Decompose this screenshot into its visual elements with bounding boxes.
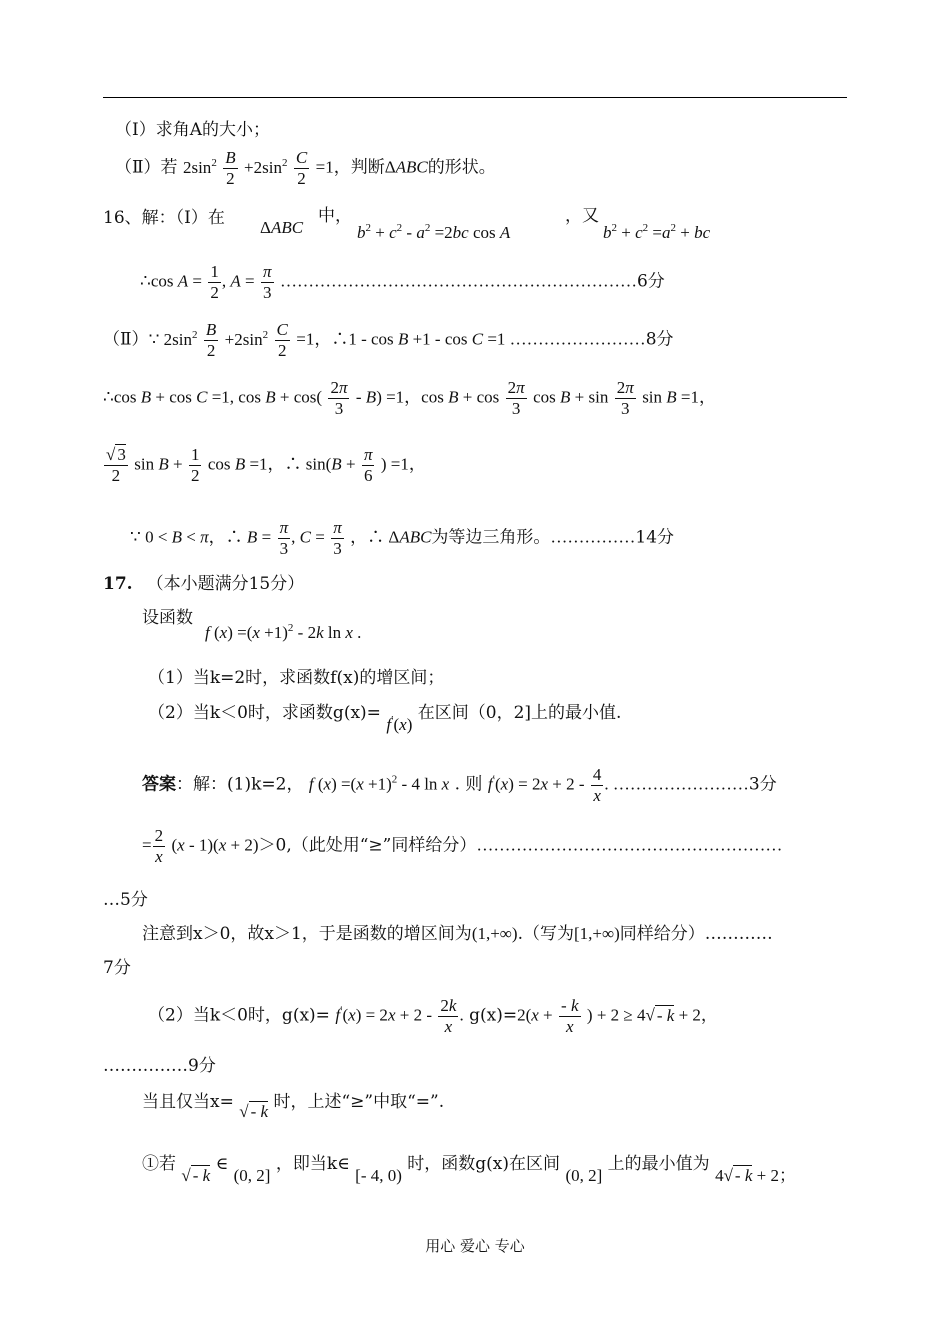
triangle-abc-label: ΔABC [260,218,304,237]
problem-part-1: （Ⅰ）求角A的大小； [115,120,270,140]
problem-part-2: （Ⅱ）若 $2\sin^2$ $\frac{B}{2}$ $+2\sin^2$ $\frac{C}{2}$ =1，判断ΔABC的形状。 [115,148,496,188]
equilateral-conclusion: ∵ 0 < B < π，∴ B = $\frac{\pi}{3}$ , C = $\frac{\pi}{3}$ ，∴ ΔABC为等边三角形。……………14分 [130,518,675,558]
question-17-part-2: （2）当k＜0时，求函数g(x)= f′(x) 在区间（0，2]上的最小值. [148,703,622,734]
zhong-text: 中， [318,206,352,226]
score-7: 7分 [103,958,131,978]
cos-sum-step: ∴cos B + cos C =1, cos B + cos( $\frac{2\pi}{3}$ - B) =1，cos B + cos $\frac{2\pi}{3}$ cos B + sin $\frac{2\pi}{3}$ sin B =1， [103,378,717,418]
solution-part-2-start: （Ⅱ）∵ $2\sin^2$ $\frac{B}{2}$ $+2\sin^2$ $\frac{C}{2}$ =1，∴1 - cos B +1 - cos C =1 ……………………8分 [103,320,674,360]
result-angle-a: ∴cos A = $\frac{1}{2}$ , A = $\frac{\pi}{3}$ ………………………………………………………6分 [140,262,665,302]
answer-part-1: 答案：解：(1)k=2， f $(x) =(x +1)^2 - 4$ ln x . 则 f′(x) = 2x + 2 - $\frac{4}{x}$ . ……………………3分 [142,765,777,805]
given-relation: $b^2 + c^2 =a^2$ + bc [603,222,711,242]
answer-part-2: （2）当k＜0时，g(x)= f′(x) = 2x + 2 - $\frac{2k}{x}$ . g(x)=2(x + $\frac{- k}{x}$ ) + 2 ≥ 4√ - k + 2， [148,996,718,1036]
page-footer: 用心 爱心 专心 [425,1237,525,1255]
increasing-interval-note: 注意到x＞0，故x＞1，于是函数的增区间为(1,+∞).（写为[1,+∞)同样给分）………… [142,924,773,944]
law-of-cosines: $b^2 + c^2 - a^2 =2bc$ cos A [357,222,511,242]
function-definition-label: 设函数 [142,608,193,628]
question-17-heading: 17. （本小题满分15分） [103,574,305,594]
case-1: ①若 √ - k ∈ (0, 2] ，即当k∈ [- 4, 0) 时，函数g(x)在区间 (0, 2] 上的最小值为 4√ - k + 2； [142,1154,796,1185]
score-5: …5分 [103,890,148,910]
sin-shift-step: $\frac{√ 3}{2}$ sin B + $\frac{1}{2}$ cos B =1，∴ sin(B + $\frac{\pi}{6}$ ) =1， [106,445,426,485]
you-text: ，又 [565,206,599,226]
question-17-part-1: （1）当k=2时，求函数f(x)的增区间； [148,668,445,688]
function-definition: f $(x) =(x +1)^2 - 2k$ ln x . [205,622,362,642]
header-rule [103,97,847,98]
derivative-factored: = $\frac{2}{x}$ (x - 1)(x + 2)＞0,（此处用“≥”同样给分）……………………………………………… [142,826,783,866]
equality-condition: 当且仅当x= √ - k 时，上述“≥”中取“=”. [142,1092,445,1121]
solution-16-intro: 16、解：（Ⅰ）在 [103,208,225,228]
score-9: ……………9分 [103,1056,216,1076]
